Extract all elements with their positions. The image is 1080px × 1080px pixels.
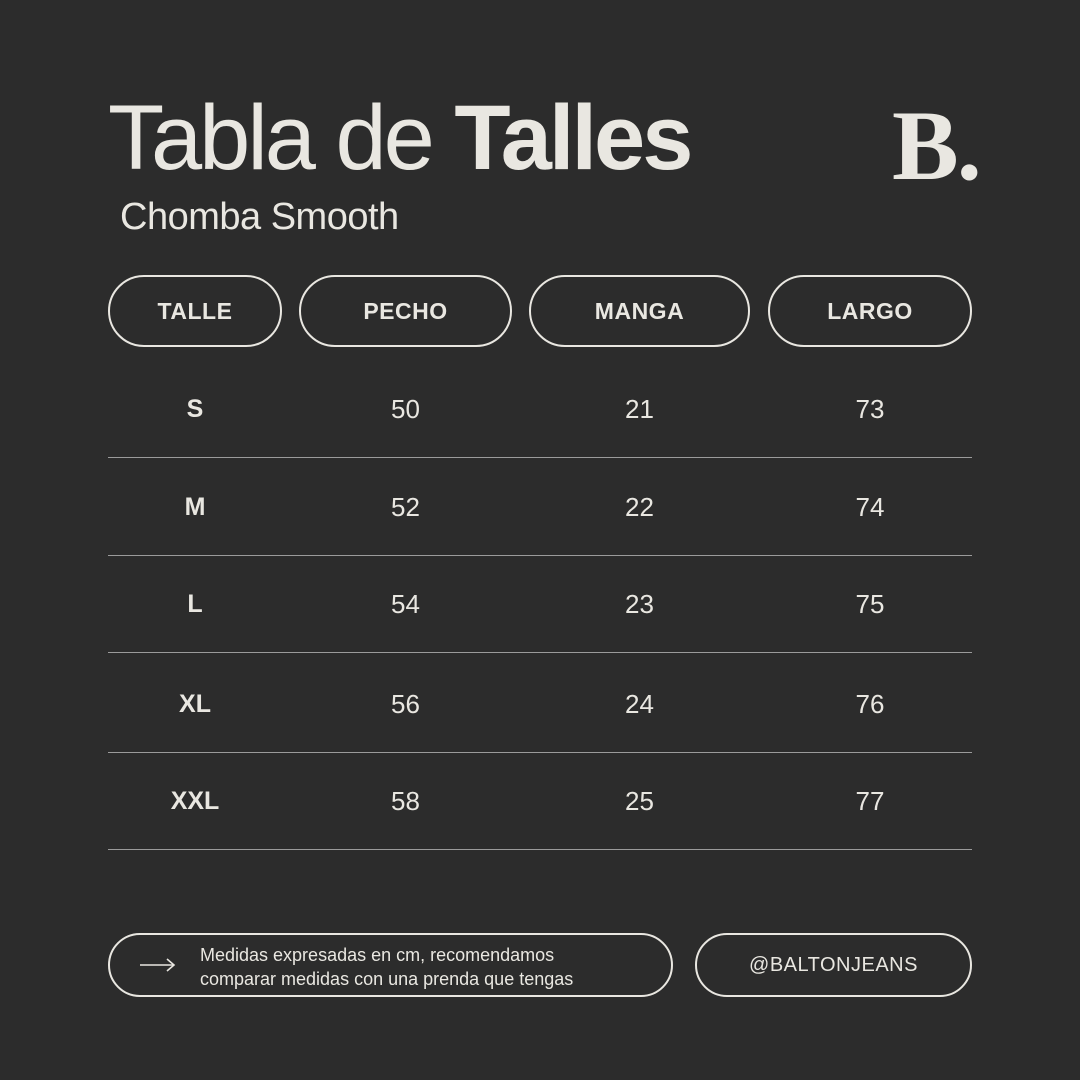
- column-header-manga: MANGA: [529, 275, 750, 347]
- measurement-note: [108, 933, 673, 997]
- column-header-pecho: PECHO: [299, 275, 512, 347]
- table-row: [108, 656, 972, 753]
- manga-cell: 22: [625, 491, 654, 522]
- table-row: [108, 459, 972, 556]
- page-subtitle: Chomba Smooth: [120, 196, 399, 238]
- size-cell: XL: [179, 689, 211, 718]
- arrow-right-icon: [140, 957, 176, 973]
- column-header-talle: TALLE: [108, 275, 282, 347]
- manga-cell: 23: [625, 588, 654, 619]
- title-light: Tabla de: [108, 87, 455, 189]
- largo-cell: 75: [855, 588, 885, 619]
- title-bold: Talles: [454, 87, 691, 189]
- manga-cell: 21: [625, 393, 654, 424]
- largo-cell: 76: [855, 688, 885, 719]
- table-row: [108, 556, 972, 653]
- table-row: [108, 361, 972, 458]
- pecho-cell: 58: [391, 785, 420, 816]
- size-cell: S: [186, 394, 204, 423]
- largo-cell: 77: [855, 785, 885, 816]
- pecho-cell: 52: [391, 491, 420, 522]
- instagram-handle-button[interactable]: @BALTONJEANS: [695, 933, 972, 997]
- note-text: [200, 943, 573, 991]
- largo-cell: 73: [855, 393, 885, 424]
- brand-logo: B.: [892, 90, 980, 201]
- manga-cell: 24: [625, 688, 654, 719]
- note-line-2: comparar medidas con una prenda que tengas: [200, 969, 574, 989]
- table-row: [108, 753, 972, 850]
- size-cell: L: [187, 589, 203, 618]
- pecho-cell: 54: [391, 588, 420, 619]
- column-header-largo: LARGO: [768, 275, 972, 347]
- pecho-cell: 56: [391, 688, 420, 719]
- page-title: [108, 87, 691, 189]
- size-cell: XXL: [170, 786, 220, 815]
- manga-cell: 25: [625, 785, 654, 816]
- note-line-1: Medidas expresadas en cm, recomendamos: [200, 945, 555, 965]
- largo-cell: 74: [855, 491, 885, 522]
- pecho-cell: 50: [391, 393, 420, 424]
- size-cell: M: [184, 492, 206, 521]
